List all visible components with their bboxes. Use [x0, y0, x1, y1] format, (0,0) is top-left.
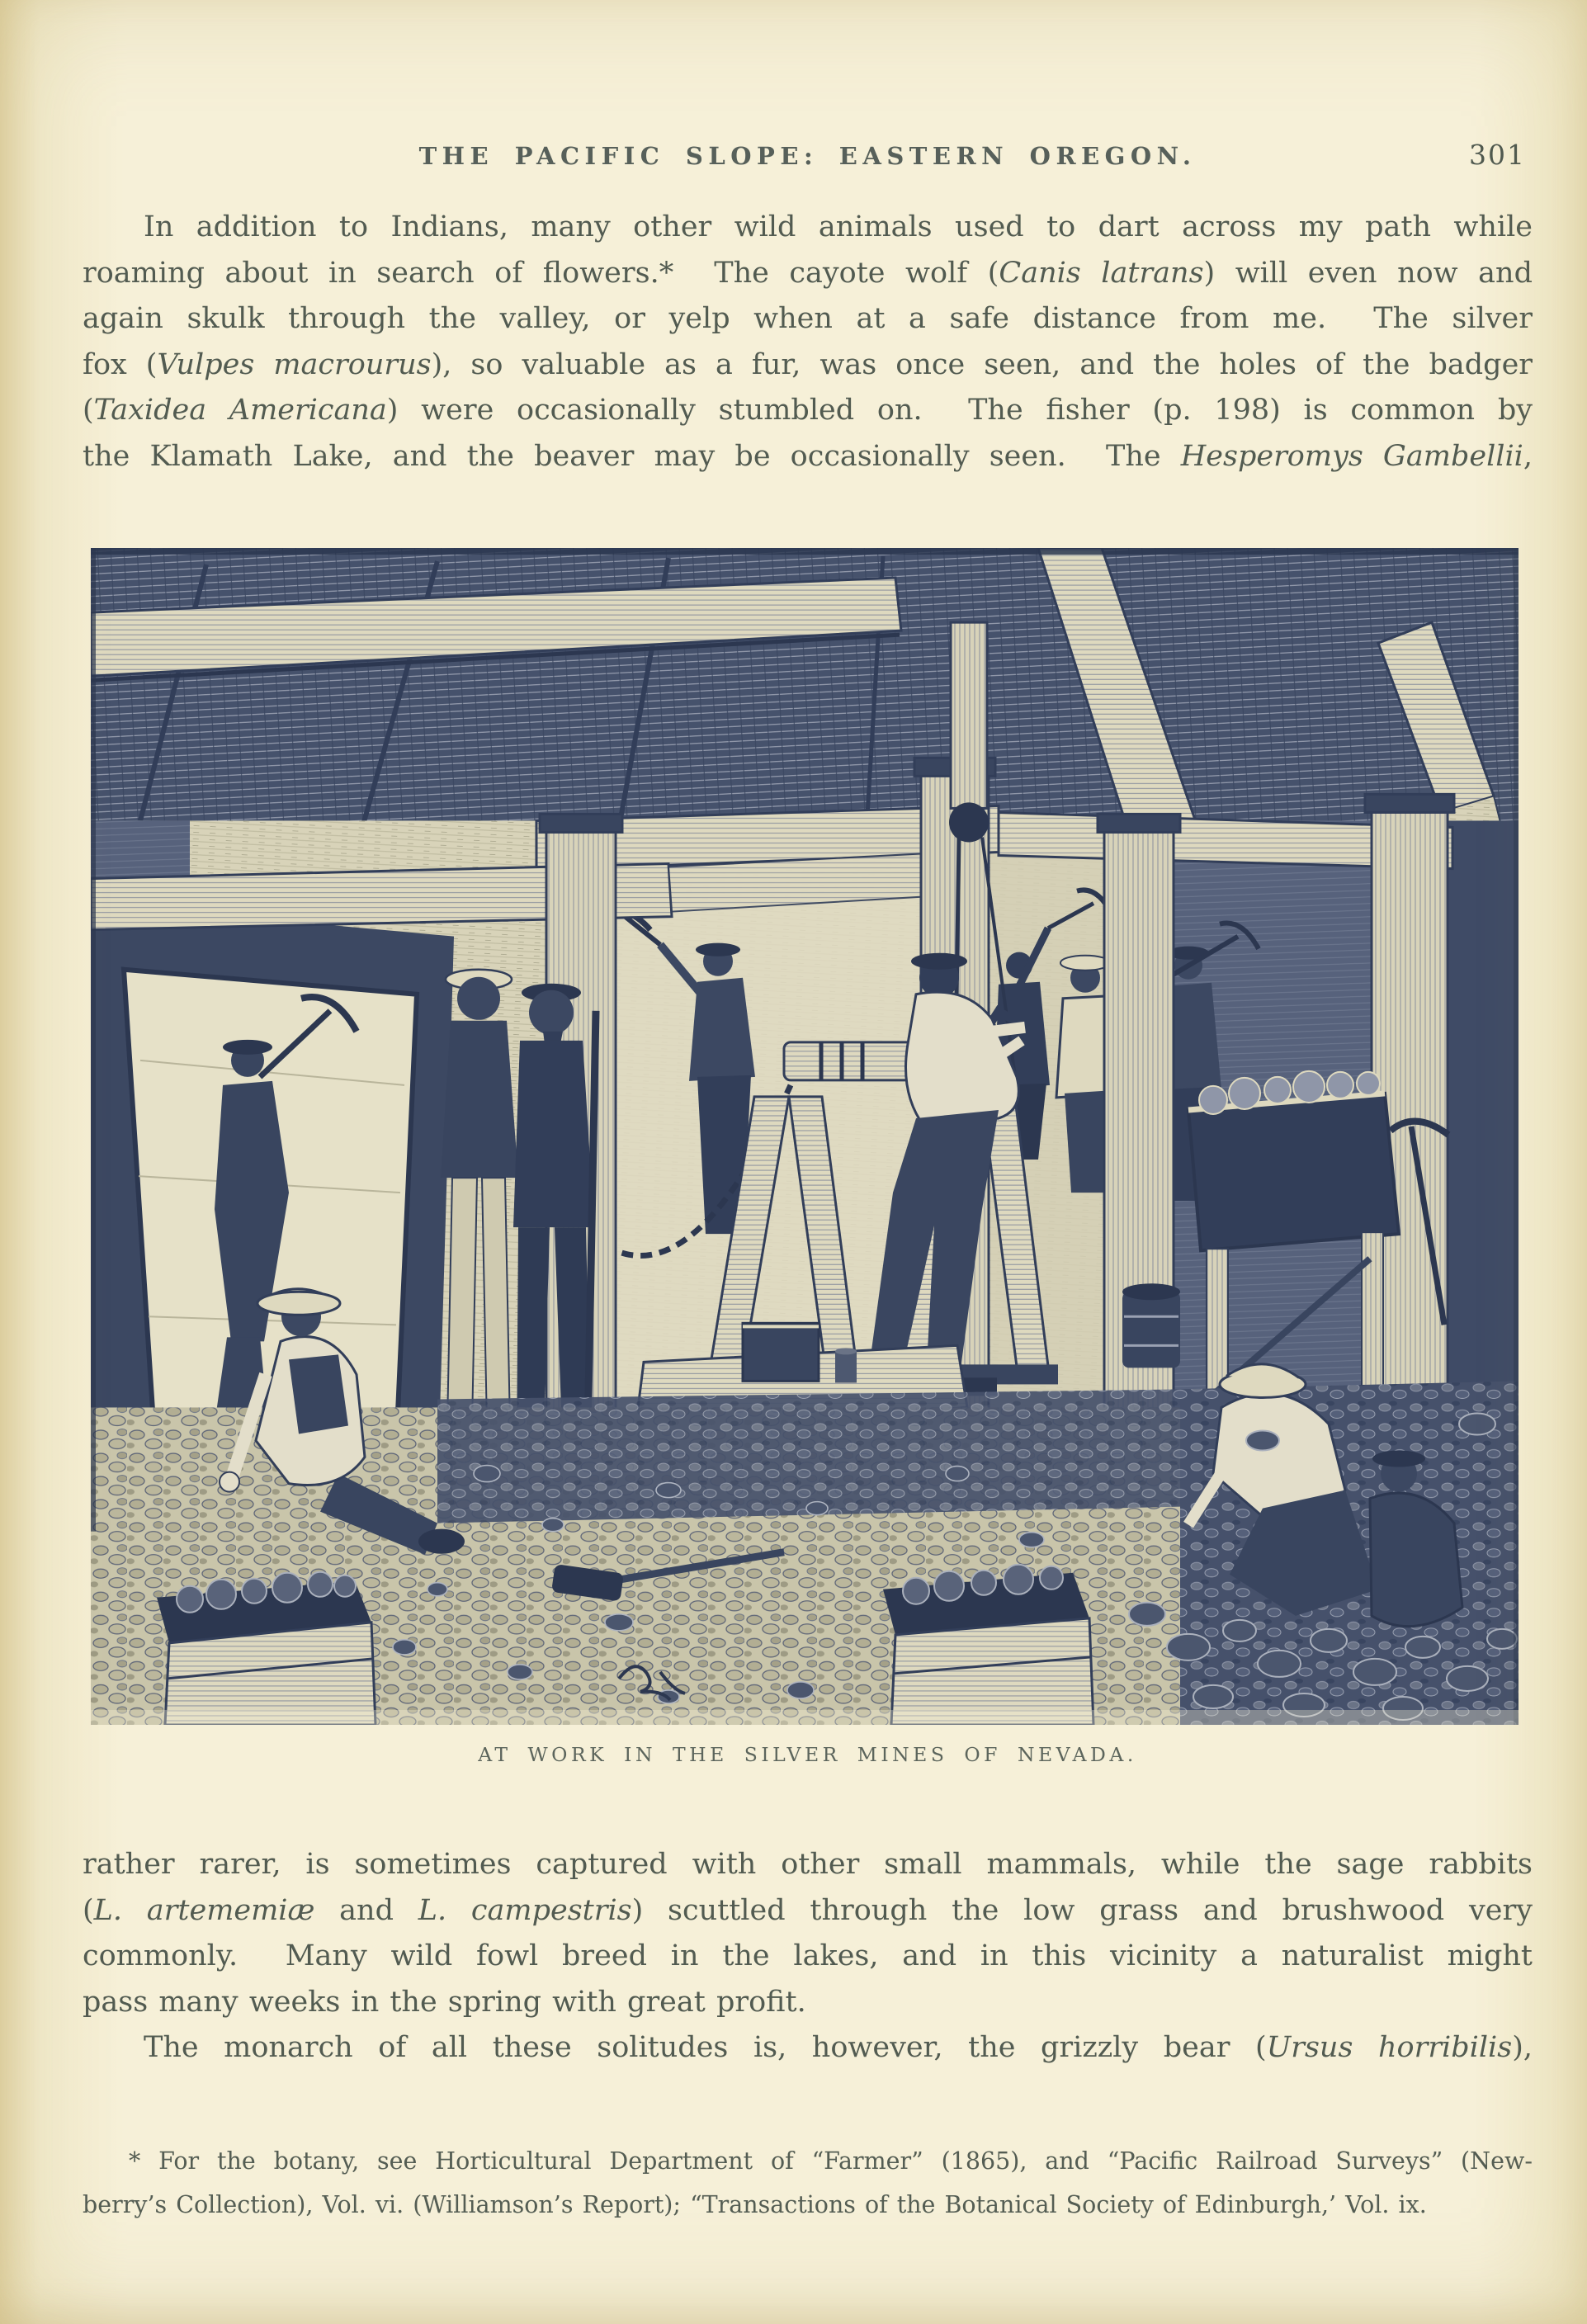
text-line: pass many weeks in the spring with great profit. [83, 1985, 806, 2019]
text-line: the Klamath Lake, and the beaver may be occasionally seen. The Hesperomys Gambellii, [83, 439, 1533, 473]
illustration-caption: AT WORK IN THE SILVER MINES OF NEVADA. [478, 1743, 1137, 1766]
text-line: The monarch of all these solitudes is, however, the grizzly bear (Ursus horribilis), [144, 2031, 1533, 2064]
text-line: (L. artememiæ and L. campestris) scuttled through the low grass and brushwood very [83, 1893, 1533, 1927]
text-line: again skulk through the valley, or yelp when at a safe distance from me. The silver [83, 302, 1533, 335]
text-line: commonly. Many wild fowl breed in the lakes, and in this vicinity a naturalist might [83, 1939, 1533, 1972]
page-number: 301 [1469, 139, 1526, 171]
body-paragraph-2 [83, 1842, 1533, 2071]
text-line: roaming about in search of flowers.* The cayote wolf (Canis latrans) will even now and [83, 256, 1533, 290]
page-header [83, 139, 1533, 180]
mine-illustration [91, 548, 1519, 1725]
text-line: In addition to Indians, many other wild animals used to dart across my path while [144, 210, 1533, 243]
text-line: * For the botany, see Horticultural Department of “Farmer” (1865), and “Pacific Railroad Surveys” (New- [129, 2147, 1533, 2175]
text-line: (Taxidea Americana) were occasionally stumbled on. The fisher (p. 198) is common by [83, 394, 1533, 427]
silver-mine-engraving [91, 548, 1519, 1725]
text-line: rather rarer, is sometimes captured with other small mammals, while the sage rabbits [83, 1848, 1533, 1881]
footnote [83, 2139, 1533, 2227]
text-line: fox (Vulpes macrourus), so valuable as a fur, was once seen, and the holes of the badger [83, 347, 1533, 381]
text-line: berry’s Collection), Vol. vi. (Williamson’s Report); “Transactions of the Botanical Society of Edinburgh,’ Vol. ix. [83, 2191, 1427, 2218]
body-paragraph-1 [83, 205, 1533, 479]
running-head: THE PACIFIC SLOPE: EASTERN OREGON. [418, 142, 1197, 170]
